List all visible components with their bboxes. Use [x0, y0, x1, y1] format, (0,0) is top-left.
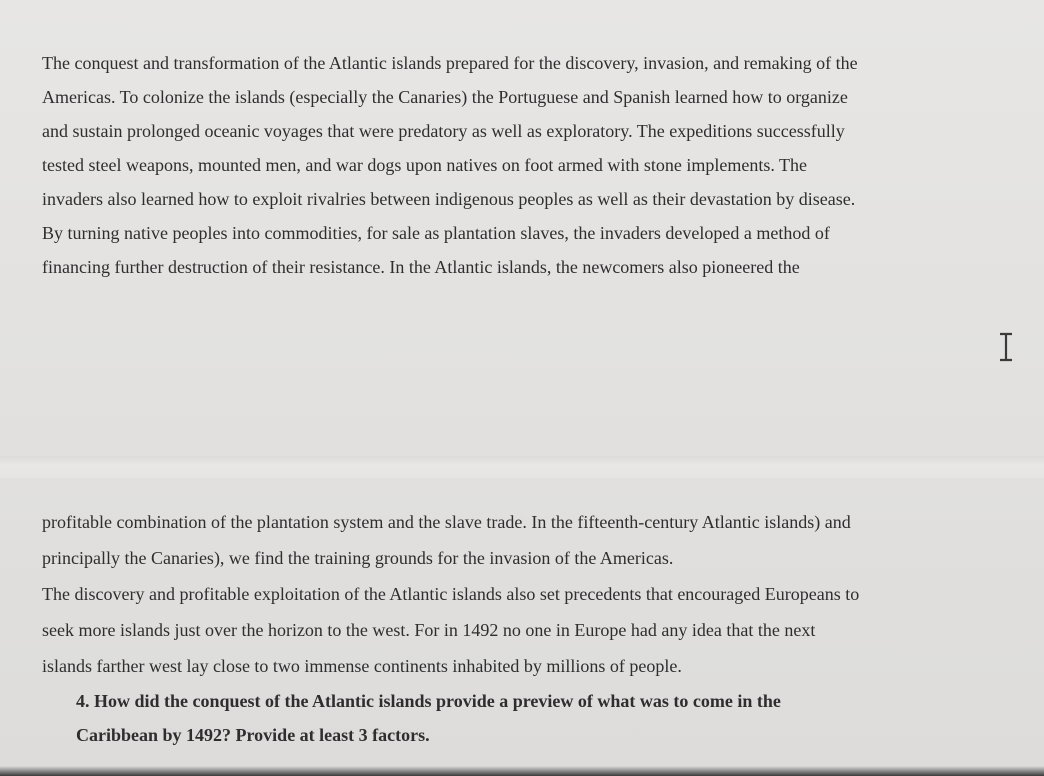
question-4 [76, 684, 781, 752]
text-line: By turning native peoples into commodities, for sale as plantation slaves, the invaders developed a method of [42, 223, 830, 243]
question-line: 4. How did the conquest of the Atlantic islands provide a preview of what was to come in the [76, 691, 781, 711]
bottom-edge [0, 766, 1044, 776]
text-line: The conquest and transformation of the Atlantic islands prepared for the discovery, invasion, and remaking of the [42, 53, 858, 73]
question-line: Caribbean by 1492? Provide at least 3 factors. [76, 725, 430, 745]
text-cursor-icon [996, 330, 1016, 364]
text-line: financing further destruction of their resistance. In the Atlantic islands, the newcomers also pioneered the [42, 257, 800, 277]
text-line: tested steel weapons, mounted men, and war dogs upon natives on foot armed with stone implements. The [42, 155, 808, 175]
text-line: seek more islands just over the horizon to the west. For in 1492 no one in Europe had any idea that the next [42, 620, 816, 640]
text-line: islands farther west lay close to two immense continents inhabited by millions of people. [42, 656, 682, 676]
page-divider [0, 456, 1044, 478]
paragraph-top [42, 46, 1022, 284]
text-line: and sustain prolonged oceanic voyages that were predatory as well as exploratory. The expeditions successfully [42, 121, 845, 141]
text-line: invaders also learned how to exploit rivalries between indigenous peoples as well as their devastation by disease. [42, 189, 856, 209]
text-line: The discovery and profitable exploitation of the Atlantic islands also set precedents that encouraged Europeans to [42, 584, 860, 604]
paragraph-bottom [42, 504, 1022, 684]
text-line: Americas. To colonize the islands (especially the Canaries) the Portuguese and Spanish learned how to organize [42, 87, 848, 107]
text-line: principally the Canaries), we find the training grounds for the invasion of the Americas. [42, 548, 674, 568]
text-line: profitable combination of the plantation system and the slave trade. In the fifteenth-century Atlantic islands) and [42, 512, 851, 532]
